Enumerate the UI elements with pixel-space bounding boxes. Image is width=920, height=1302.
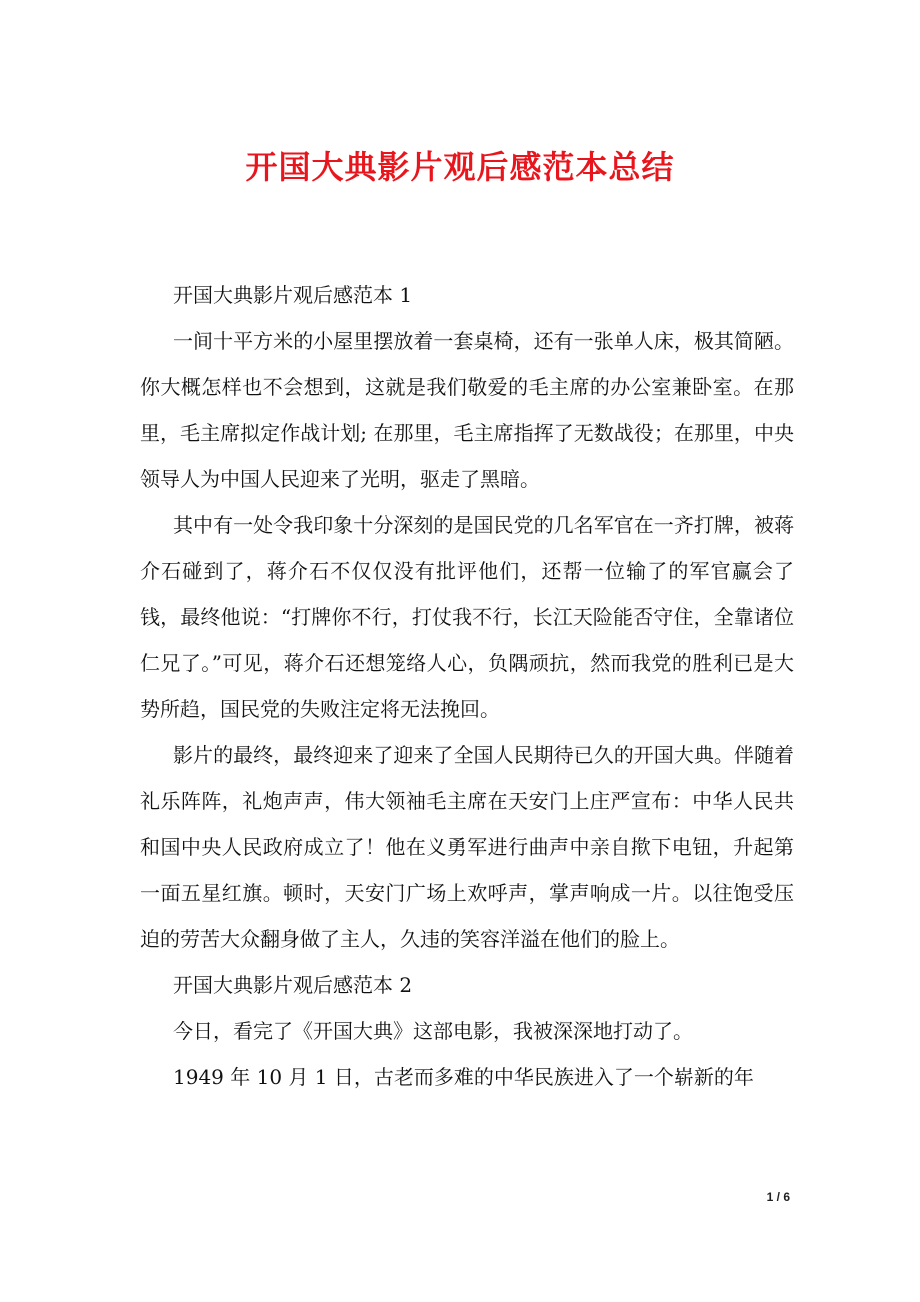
- paragraph-1949: 1949 年 10 月 1 日，古老而多难的中华民族进入了一个崭新的年: [173, 1065, 754, 1089]
- paragraph-watched: 今日，看完了《开国大典》这部电影，我被深深地打动了。: [173, 1019, 693, 1043]
- paragraph-ceremony: 影片的最终，最终迎来了迎来了全国人民期待已久的开国大典。伴随着礼乐阵阵，礼炮声声，伟大领袖毛主席在天安门上庄严宣布：中华人民共和国中央人民政府成立了！他在义勇军进行曲声中亲自揿下电钮，升起第一面五星红旗。顿时，天安门广场上欢呼声，掌声响成一片。以往饱受压迫的劳苦大众翻身做了主人，久违的笑容洋溢在他们的脸上。: [140, 743, 794, 951]
- document-body: [140, 272, 794, 1100]
- paragraph-cards: 其中有一处令我印象十分深刻的是国民党的几名军官在一齐打牌，被蒋介石碰到了，蒋介石不仅仅没有批评他们，还帮一位输了的军官赢会了钱，最终他说：“打牌你不行，打仗我不行，长江天险能否守住，全靠诸位仁兄了。”可见，蒋介石还想笼络人心，负隅顽抗，然而我党的胜利已是大势所趋，国民党的失败注定将无法挽回。: [140, 513, 794, 721]
- document-title: 开国大典影片观后感范本总结: [245, 148, 675, 186]
- page-number: 1 / 6: [766, 1190, 790, 1204]
- paragraph-office: 一间十平方米的小屋里摆放着一套桌椅，还有一张单人床，极其简陋。你大概怎样也不会想到，这就是我们敬爱的毛主席的办公室兼卧室。在那里，毛主席拟定作战计划; 在那里，毛主席指挥了无数战役；在那里，中央领导人为中国人民迎来了光明，驱走了黑暗。: [140, 329, 794, 491]
- section-heading-2: 开国大典影片观后感范本 2: [173, 973, 413, 997]
- section-heading-1: 开国大典影片观后感范本 1: [173, 283, 413, 307]
